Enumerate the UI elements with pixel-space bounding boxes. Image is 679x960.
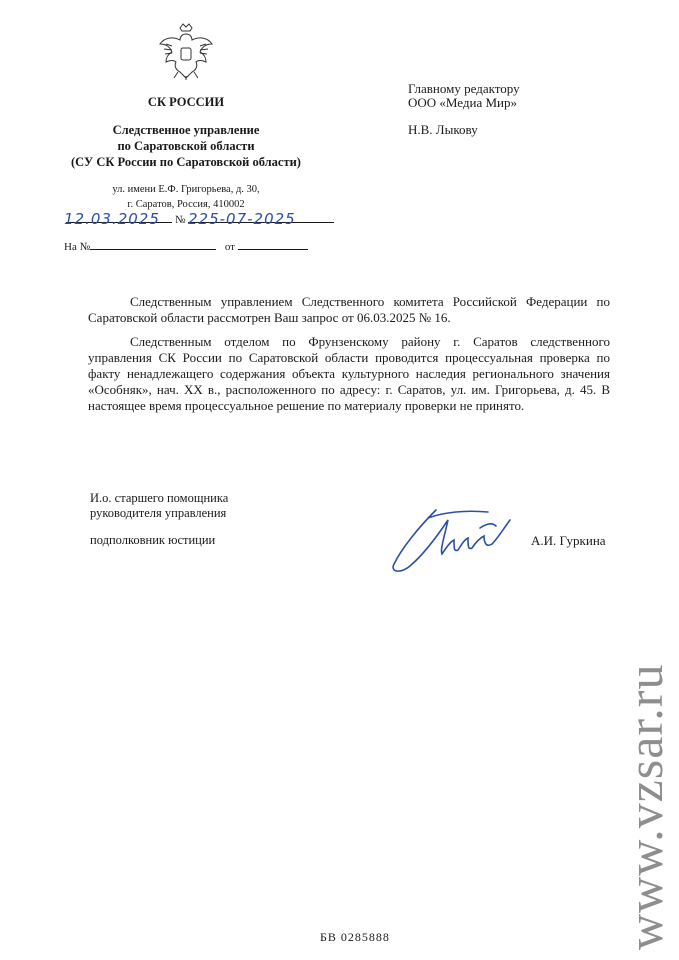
recipient-name: Н.В. Лыкову — [408, 122, 478, 137]
signatory-name: А.И. Гуркина — [531, 533, 606, 548]
letter-body — [88, 294, 610, 414]
reply-reference — [64, 238, 308, 253]
recipient-line-2: ООО «Медиа Мир» — [408, 95, 518, 110]
form-serial-number: БВ 0285888 — [320, 930, 390, 944]
signatory-rank: подполковник юстиции — [90, 533, 216, 547]
outgoing-reference — [64, 210, 354, 230]
address-line-2: г. Саратов, Россия, 410002 — [127, 199, 245, 210]
reply-label: На № — [64, 241, 91, 253]
dept-line-1: Следственное управление — [112, 123, 260, 137]
handwritten-number: 225-07-2025 — [188, 210, 296, 228]
position-line-1: И.о. старшего помощника — [90, 491, 229, 505]
body-paragraph-2: Следственным отделом по Фрунзенскому району г. Саратов следственного управления СК России по Саратовской области проводится процессуальная проверка по факту ненадлежащего содержания объекта культурного наследия регионального значения «Особняк», нач. XX в., расположенного по адресу: г. Саратов, ул. им. Григорьева, д. 45. В настоящее время процессуальное решение по материалу проверки не принято. — [88, 334, 610, 413]
dept-line-2: по Саратовской области — [117, 139, 255, 153]
reply-from-label: от — [224, 241, 235, 253]
handwritten-date: 12.03.2025 — [64, 210, 160, 228]
number-sign: № — [175, 214, 186, 226]
russian-coat-of-arms-icon — [158, 22, 214, 82]
dept-line-3: (СУ СК России по Саратовской области) — [71, 155, 301, 169]
site-watermark: www.vzsar.ru — [617, 663, 673, 950]
recipient-line-1: Главному редактору — [408, 81, 520, 96]
body-paragraph-1: Следственным управлением Следственного комитета Российской Федерации по Саратовской области рассмотрен Ваш запрос от 06.03.2025 № 16. — [88, 294, 610, 325]
org-short-title: СК РОССИИ — [147, 95, 225, 109]
recipient-block — [408, 82, 520, 137]
reply-date-blank — [238, 238, 308, 250]
address-line-1: ул. имени Е.Ф. Григорьева, д. 30, — [112, 184, 260, 195]
position-line-2: руководителя управления — [90, 506, 227, 520]
handwritten-signature — [388, 498, 528, 578]
reply-number-blank — [90, 238, 216, 250]
signatory-position — [90, 491, 228, 521]
